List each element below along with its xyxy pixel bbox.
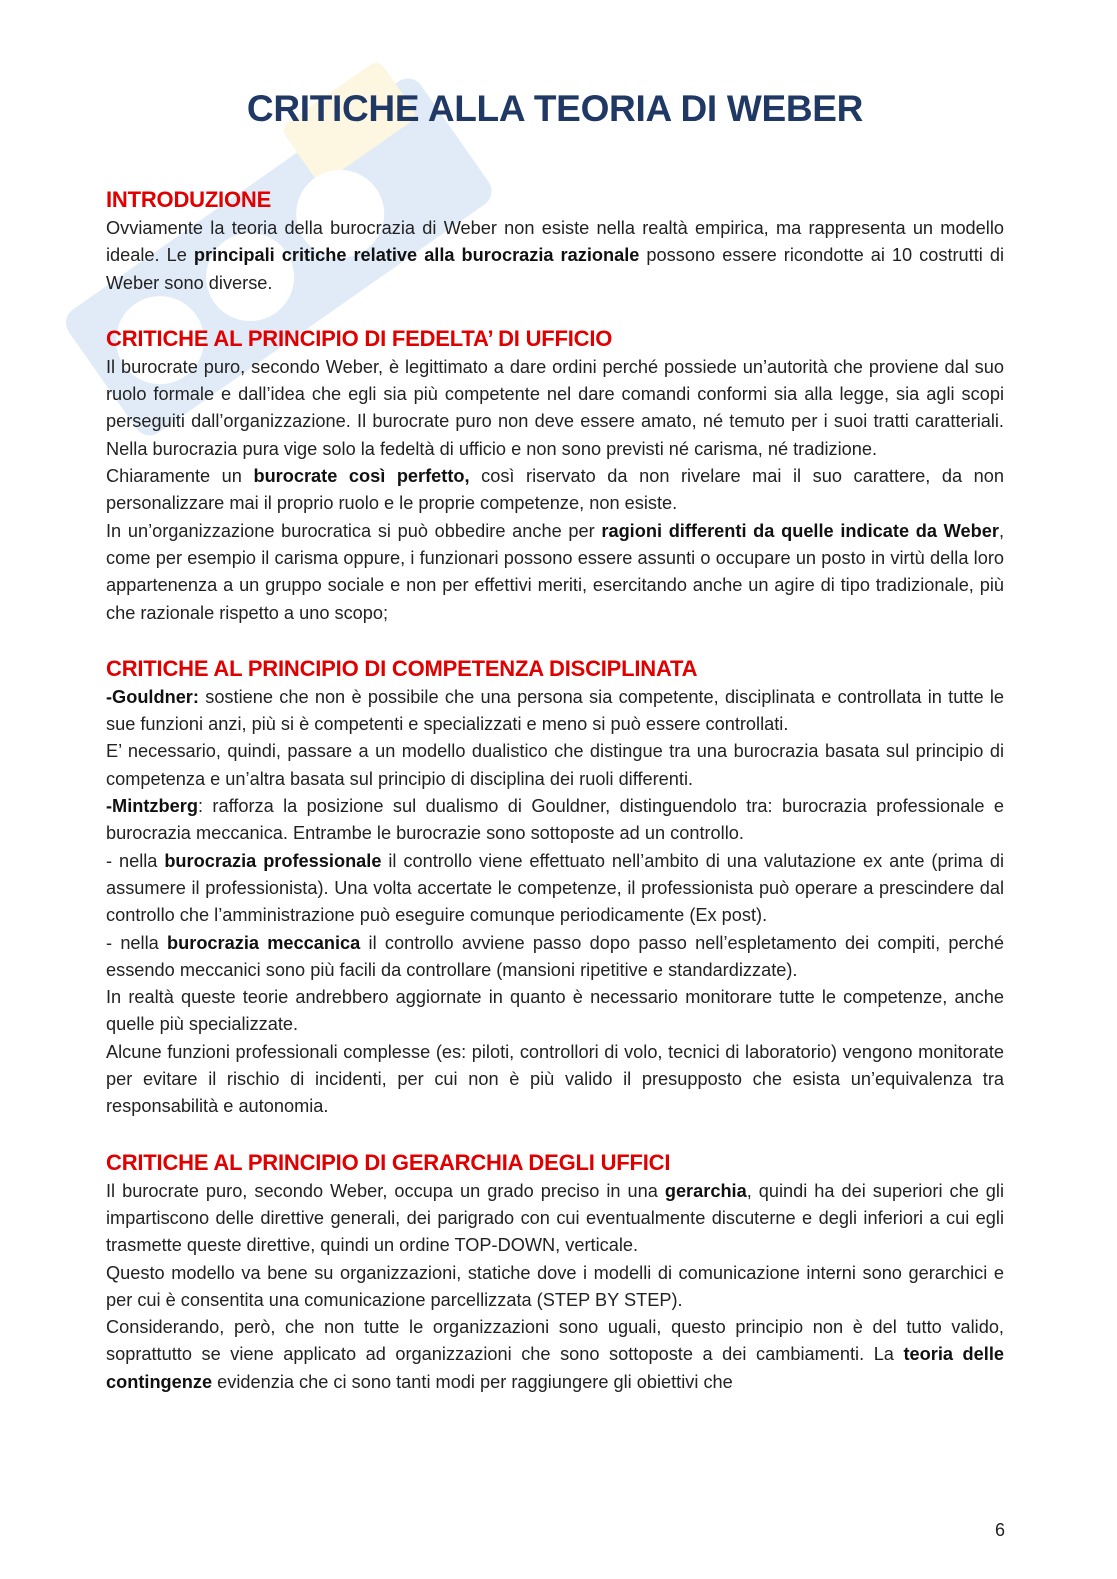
paragraph: -Mintzberg: rafforza la posizione sul dualismo di Gouldner, distinguendolo tra: burocrazia professionale e burocrazia meccanica. Entrambe le burocrazie sono sottoposte ad un controllo.: [106, 796, 1004, 844]
paragraph: Chiaramente un burocrate così perfetto, così riservato da non rivelare mai il suo carattere, da non personalizzare mai il proprio ruolo e le proprie competenze, non esiste.: [106, 466, 1004, 514]
paragraph: Il burocrate puro, secondo Weber, è legittimato a dare ordini perché possiede un’autorità che proviene dal suo ruolo formale e dall’idea che egli sia più competente nel dare comandi conformi sia alla legge, sia agli scopi perseguiti dall’organizzazione. Il burocrate puro non deve essere amato, né temuto per i suoi tratti caratteriali. Nella burocrazia pura vige solo la fedeltà di ufficio e non sono previsti né carisma, né tradizione.: [106, 356, 1004, 459]
paragraph: Considerando, però, che non tutte le organizzazioni sono uguali, questo principio non è del tutto valido, soprattutto se viene applicato ad organizzazioni che sono sottoposte a dei cambiamenti. La teoria delle contingenze evidenzia che ci sono tanti modi per raggiungere gli obiettivi che: [106, 1317, 1005, 1392]
section-fedelta-ufficio: [106, 324, 1004, 627]
paragraph: In un’organizzazione burocratica si può obbedire anche per ragioni differenti da quelle indicate da Weber, come per esempio il carisma oppure, i funzionari possono essere assunti o occupare un posto in virtù della loro appartenenza a un gruppo sociale e non per effettivi meriti, esercitando anche un agire di tipo tradizionale, più che razionale rispetto a uno scopo;: [106, 520, 1004, 623]
page-title: CRITICHE ALLA TEORIA DI WEBER: [246, 88, 864, 129]
section-heading: CRITICHE AL PRINCIPIO DI COMPETENZA DISCIPLINATA: [106, 655, 698, 681]
paragraph: Alcune funzioni professionali complesse (es: piloti, controllori di volo, tecnici di laboratorio) vengono monitorate per evitare il rischio di incidenti, per cui non è più valido il presupposto che esista un’equivalenza tra responsabilità e autonomia.: [106, 1041, 1004, 1117]
paragraph: - nella burocrazia meccanica il controllo avviene passo dopo passo nell’espletamento dei compiti, perché essendo meccanici sono più facili da controllare (mansioni ripetitive e standardizzate).: [106, 932, 1004, 980]
section-heading: CRITICHE AL PRINCIPIO DI GERARCHIA DEGLI UFFICI: [106, 1149, 671, 1175]
paragraph: Il burocrate puro, secondo Weber, occupa un grado preciso in una gerarchia, quindi ha dei superiori che gli impartiscono delle direttive generali, dei parigrado con cui eventualmente discuterne e degli inferiori a cui egli trasmette queste direttive, quindi un ordine TOP-DOWN, verticale.: [106, 1180, 1005, 1256]
section-competenza-disciplinata: [106, 654, 1004, 1121]
paragraph: Ovviamente la teoria della burocrazia di Weber non esiste nella realtà empirica, ma rappresenta un modello ideale. Le principali critiche relative alla burocrazia razionale possono essere ricondotte ai 10 costrutti di Weber sono diverse.: [106, 218, 1004, 293]
section-heading: CRITICHE AL PRINCIPIO DI FEDELTA’ DI UFFICIO: [106, 325, 613, 351]
paragraph: E’ necessario, quindi, passare a un modello dualistico che distingue tra una burocrazia basata sul principio di competenza e un’altra basata sul principio di disciplina dei ruoli differenti.: [106, 741, 1004, 789]
section-gerarchia-uffici: [106, 1148, 1004, 1396]
paragraph: In realtà queste teorie andrebbero aggiornate in quanto è necessario monitorare tutte le competenze, anche quelle più specializzate.: [106, 987, 1004, 1035]
page-number: 6: [994, 1520, 1005, 1540]
section-heading: INTRODUZIONE: [106, 187, 272, 212]
paragraph: -Gouldner: sostiene che non è possibile che una persona sia competente, disciplinata e controllata in tutte le sue funzioni anzi, più si è competenti e specializzati e meno si può essere controllati.: [106, 686, 1004, 735]
section-introduzione: [106, 185, 1004, 297]
paragraph: - nella burocrazia professionale il controllo viene effettuato nell’ambito di una valutazione ex ante (prima di assumere il professionista). Una volta accertate le competenze, il professionista può operare a prescindere dal controllo che l’amministrazione può eseguire comunque periodicamente (Ex post).: [106, 850, 1004, 926]
paragraph: Questo modello va bene su organizzazioni, statiche dove i modelli di comunicazione interni sono gerarchici e per cui è consentita una comunicazione parcellizzata (STEP BY STEP).: [106, 1262, 1004, 1310]
document-page: [106, 88, 1004, 1396]
